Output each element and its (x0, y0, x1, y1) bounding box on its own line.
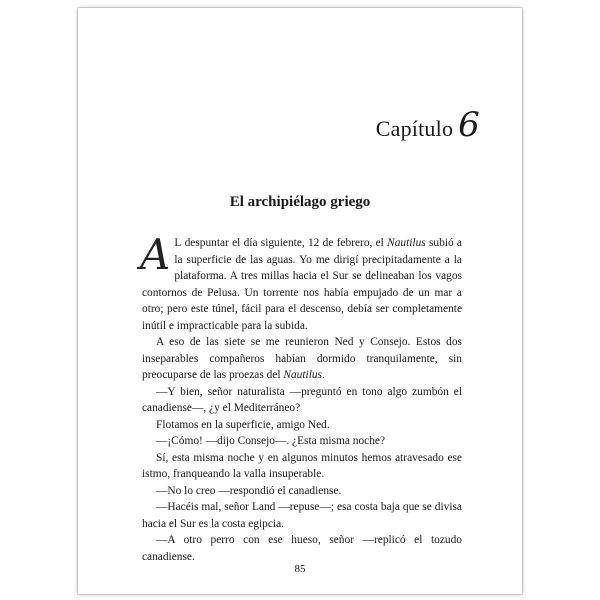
ship-name: Nautilus (283, 369, 322, 381)
paragraph: Flotamos en la superficie, amigo Ned. (156, 418, 330, 431)
paragraph-smallcaps: L (174, 237, 182, 249)
drop-cap: A (140, 230, 171, 279)
chapter-heading (375, 105, 480, 145)
chapter-title: El archipiélago griego (229, 194, 371, 210)
paragraph: —Hacéis mal, señor Land —repuse—; esa costa baja que se divisa hacia el Sur es la costa egipcia. (142, 501, 462, 530)
book-page (78, 8, 522, 594)
chapter-number: 6 (458, 105, 480, 145)
paragraph-text: A eso de las siete se me reunieron Ned y Consejo. Estos dos inseparables compañeros habían dormido tranquilamente, sin preocuparse de las proezas del (142, 336, 462, 381)
paragraph-text: . (322, 369, 325, 381)
body-text (140, 230, 462, 565)
paragraph: Sí, esta misma noche y en algunos minutos hemos atravesado ese istmo, franqueando la valla insuperable. (142, 451, 462, 480)
paragraph: —Y bien, señor naturalista —preguntó en tono algo zumbón el canadiense—, ¿y el Mediterráneo? (142, 385, 462, 414)
paragraph (142, 334, 462, 384)
chapter-label: Capítulo (375, 116, 454, 141)
paragraph: —A otro perro con ese hueso, señor —replicó el tozudo canadiense. (142, 534, 462, 563)
paragraph-text: despuntar el día siguiente, 12 de febrero, el (181, 237, 388, 249)
page-number: 85 (294, 563, 306, 575)
paragraph (140, 230, 462, 334)
paragraph: —No lo creo —respondió el canadiense. (156, 484, 342, 497)
paragraph: —¡Cómo! —dijo Consejo—. ¿Esta misma noche? (156, 435, 386, 447)
paragraph-text: subió a la superficie de las aguas. Yo me dirigí precipitadamente a la plataforma. A tres millas hacia el Sur se delineaban los vagos contornos de Pelusa. Un torrente nos había empujado de un mar a otro; pero este túnel, fácil para el descenso, debía ser completamente inútil e impracticable para la subida. (142, 237, 462, 332)
ship-name: Nautilus (387, 237, 426, 249)
